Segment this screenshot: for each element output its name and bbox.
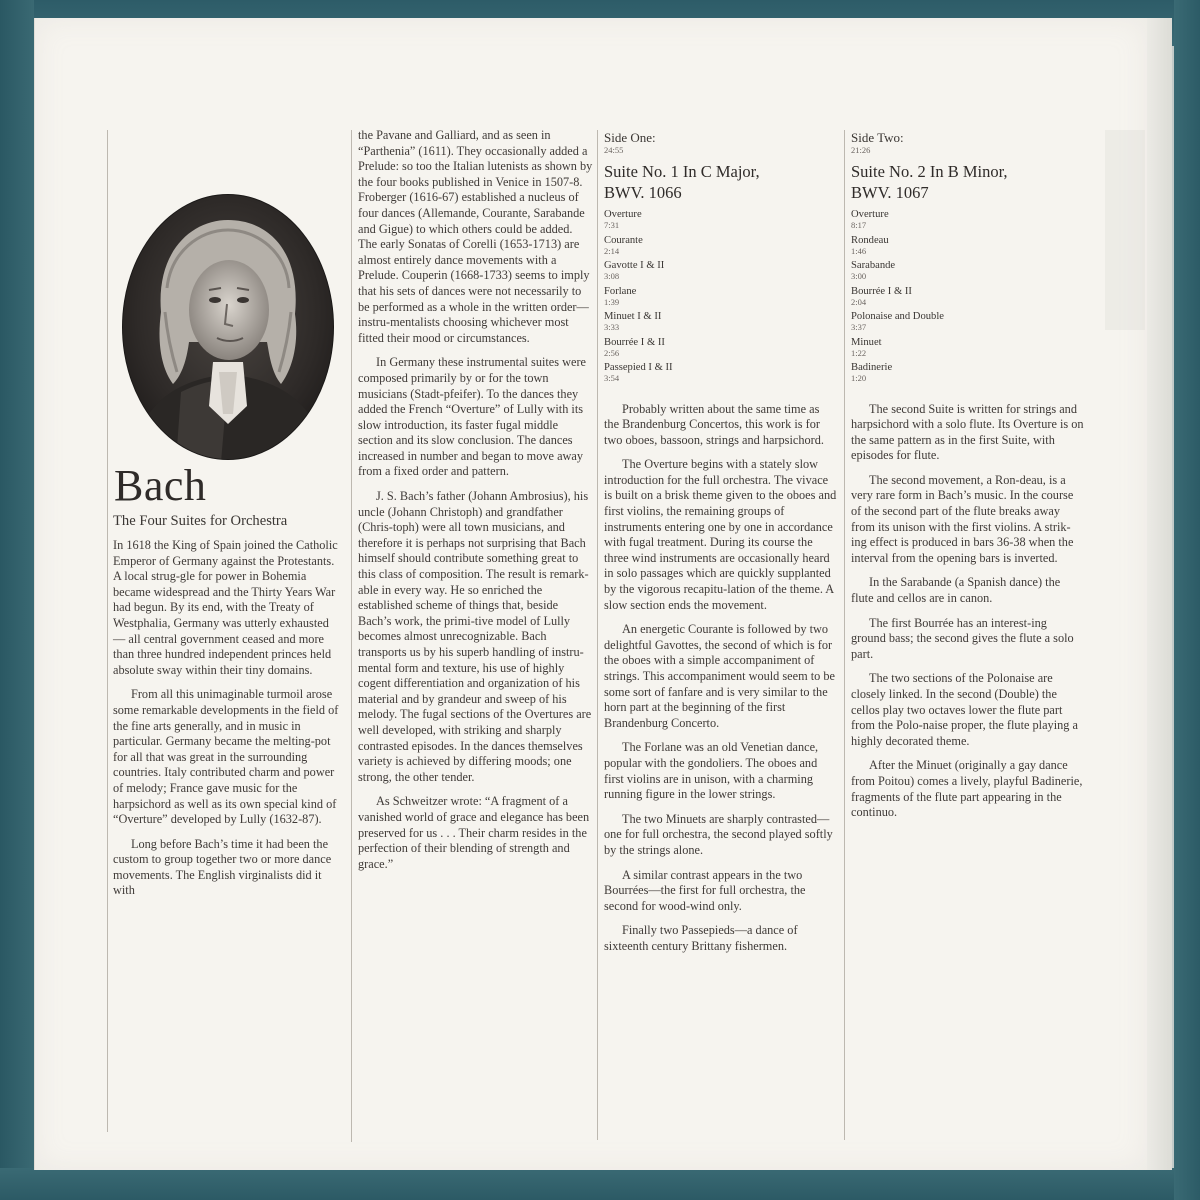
track-name: Courante	[604, 234, 643, 246]
suite-1-title	[604, 161, 837, 203]
paragraph: Probably written about the same time as the Brandenburg Concertos, this work is for two oboes, bassoon, strings and harpsichord.	[604, 401, 824, 447]
track-time: 3:33	[604, 322, 620, 332]
album-title: Bach	[114, 461, 207, 510]
paragraph: the Pavane and Galliard, and as seen in “Parthenia” (1611). They occasionally added a Prelude: so too the Italian lutenists as shown by the four books published in Venice in 1507-8. Froberger (1616-67) established a nucleus of four dances (Allemande, Courante, Sarabande and Gigue) to which others could be added. The early Sonatas of Corelli (1653-1713) are almost entirely dance movements with a Prelude. Couperin (1668-1733) seems to imply that his sets of dances were not necessarily to be performed as a whole in the written order—instru-mentalists choosing whichever most fitted their mood or circumstances.	[358, 128, 593, 345]
track-item	[604, 260, 837, 282]
album-cover-right-edge	[1174, 0, 1200, 1200]
album-cover-left-edge	[0, 0, 34, 1200]
track-time: 7:31	[604, 220, 620, 230]
paragraph: The two sections of the Polonaise are closely linked. In the second (Double) the cellos play two octaves lower the flute part from the Polo-naise proper, the flute playing a highly decorated theme.	[851, 671, 1078, 748]
track-time: 1:20	[851, 373, 867, 383]
side-one-column	[597, 130, 837, 1140]
paragraph: The two Minuets are sharply contrasted—one for full orchestra, the second played softly by the strings alone.	[604, 811, 833, 857]
track-item	[604, 362, 837, 384]
side-two-label: Side Two:	[851, 130, 904, 145]
side-one-time: 24:55	[604, 145, 624, 155]
paragraph: A similar contrast appears in the two Bourrées—the first for full orchestra, the second for wood-wind only.	[604, 867, 806, 913]
suite-2-title-line1: Suite No. 2 In B Minor,	[851, 162, 1008, 181]
track-time: 8:17	[851, 220, 867, 230]
track-time: 3:37	[851, 322, 867, 332]
track-item	[604, 286, 837, 308]
paragraph: In 1618 the King of Spain joined the Catholic Emperor of Germany against the Protestants. A local strug-gle for power in Bohemia became widespread and the Thirty Years War had begun. By its end, with the Treaty of Westphalia, Germany was utterly exhausted — all central government ceased and more than three hundred independent princes held absolute sway within their tiny domains.	[113, 538, 338, 677]
paper-wear	[1105, 130, 1145, 330]
track-item	[604, 311, 837, 333]
track-time: 2:14	[604, 245, 620, 256]
track-name: Forlane	[604, 285, 637, 297]
track-time: 3:54	[604, 373, 620, 383]
paragraph: After the Minuet (originally a gay dance from Poitou) comes a lively, playful Badinerie, fragments of the flute part appearing in the continuo.	[851, 758, 1083, 820]
track-name: Passepied I & II	[604, 362, 673, 373]
track-item	[851, 235, 1084, 257]
paragraph: An energetic Courante is followed by two delightful Gavottes, the second of which is for the oboes with a simple accompaniment of strings. This accompaniment would seem to be some sort of fanfare and is very similar to the horn part at the beginning of the first Brandenburg Concerto.	[604, 622, 835, 730]
track-item	[851, 337, 1084, 359]
paper-spine	[1146, 18, 1172, 1170]
track-time: 1:46	[851, 245, 867, 256]
track-name: Bourrée I & II	[604, 336, 665, 348]
album-subtitle: The Four Suites for Orchestra	[113, 513, 288, 529]
track-name: Sarabande	[851, 260, 896, 271]
track-time: 3:00	[851, 271, 867, 281]
track-item	[851, 362, 1084, 384]
intro-text	[113, 538, 343, 908]
track-list-side-one	[604, 209, 837, 384]
side-one-notes	[604, 402, 837, 955]
bach-portrait-icon	[121, 192, 335, 462]
suite-1-title-line2: BWV. 1066	[604, 183, 682, 202]
paragraph: The Forlane was an old Venetian dance, popular with the gondoliers. The oboes and first violins are in unison, with a charming running figure in the lower strings.	[604, 740, 819, 802]
track-time: 2:04	[851, 296, 867, 307]
side-two-time: 21:26	[851, 145, 871, 155]
side-one-label: Side One:	[604, 130, 656, 145]
paragraph: The second movement, a Ron-deau, is a very rare form in Bach’s music. In the course of the second part of the flute breaks away from its unison with the first violins. A strik-ing effect is produced in bars 36-38 when the interval from the opening bars is inverted.	[851, 472, 1074, 565]
paragraph: The Overture begins with a stately slow introduction for the full orchestra. The vivace is built on a brisk theme given to the oboes and first violins, the remaining groups of instruments entering one by one in accordance with fugal treatment. During its course the three wind instruments are occasionally heard in solo passages which are quickly supplanted by the vigorous recapitu-lation of the theme. A slow section ends the movement.	[604, 457, 837, 612]
paragraph: Finally two Passepieds—a dance of sixteenth century Brittany fishermen.	[604, 923, 798, 953]
suite-2-title-line2: BWV. 1067	[851, 183, 929, 202]
track-name: Minuet	[851, 336, 882, 348]
paragraph: The first Bourrée has an interest-ing ground bass; the second gives the flute a solo part.	[851, 615, 1074, 661]
paragraph: In Germany these instrumental suites were composed primarily by or for the town musicians (Stadt-pfeifer). To the dances they added the French “Overture” of Lully with its slow introduction, its faster fugal middle section and its slow conclusion. The dances increased in number and began to move away from a fixed order and pattern.	[358, 355, 587, 479]
track-name: Rondeau	[851, 234, 889, 246]
track-item	[604, 235, 837, 257]
column-2	[351, 130, 593, 1142]
suite-2-title	[851, 161, 1084, 203]
track-name: Polonaise and Double	[851, 311, 944, 322]
track-item	[604, 209, 837, 231]
paragraph: The second Suite is written for strings and harpsichord with a solo flute. Its Overture is on the same pattern as in the first Suite, with episodes for flute.	[851, 401, 1084, 463]
track-time: 1:22	[851, 347, 867, 358]
track-time: 1:39	[604, 296, 620, 307]
track-name: Minuet I & II	[604, 311, 662, 322]
album-cover-bottom-edge	[0, 1168, 1200, 1200]
track-item	[851, 286, 1084, 308]
paragraph: From all this unimaginable turmoil arose some remarkable developments in the field of the fine arts generally, and in music in particular. Germany became the melting-pot for all that was great in the surrounding countries. Italy contributed charm and power of melody; France gave music for the harpsichord as well as its own special kind of “Overture” developed by Lully (1632-87).	[113, 687, 339, 827]
paragraph: J. S. Bach’s father (Johann Ambrosius), his uncle (Johann Christoph) and grandfather (Chris-toph) were all town musicians, and therefore it is perhaps not surprising that Bach himself should contribute something great to this class of composition. The result is remark-able in every way. He so enriched the established scheme of things that, beside Bach’s work, the primi-tive model of Lully becomes almost unrecognizable. Bach transports us by his superb handling of instru-mental form and texture, his use of highly cogent differentiation and organization of his material and by grandeur and sweep of his melody. The fugal sections of the Overtures are well developed, with striking and sharply contrasted episodes. In the dances themselves variety is achieved by differing moods; one strong, the other tender.	[358, 489, 592, 784]
side-two-column	[844, 130, 1084, 1140]
track-time: 2:56	[604, 347, 620, 358]
track-list-side-two	[851, 209, 1084, 384]
track-name: Gavotte I & II	[604, 260, 665, 271]
track-name: Overture	[851, 209, 889, 220]
paragraph: In the Sarabande (a Spanish dance) the flute and cellos are in canon.	[851, 575, 1061, 606]
track-name: Bourrée I & II	[851, 285, 912, 297]
track-name: Badinerie	[851, 362, 893, 373]
track-item	[851, 260, 1084, 282]
side-two-notes	[851, 402, 1084, 821]
track-name: Overture	[604, 209, 642, 220]
track-item	[851, 209, 1084, 231]
paragraph: As Schweitzer wrote: “A fragment of a vanished world of grace and elegance has been preserved for us . . . Their charm resides in the perfection of their blending of strength and grace.”	[358, 794, 590, 871]
track-item	[851, 311, 1084, 333]
track-time: 3:08	[604, 271, 620, 281]
paragraph: Long before Bach’s time it had been the custom to group together two or more dance movements. The English virginalists did it with	[113, 836, 332, 898]
suite-1-title-line1: Suite No. 1 In C Major,	[604, 162, 760, 181]
track-item	[604, 337, 837, 359]
